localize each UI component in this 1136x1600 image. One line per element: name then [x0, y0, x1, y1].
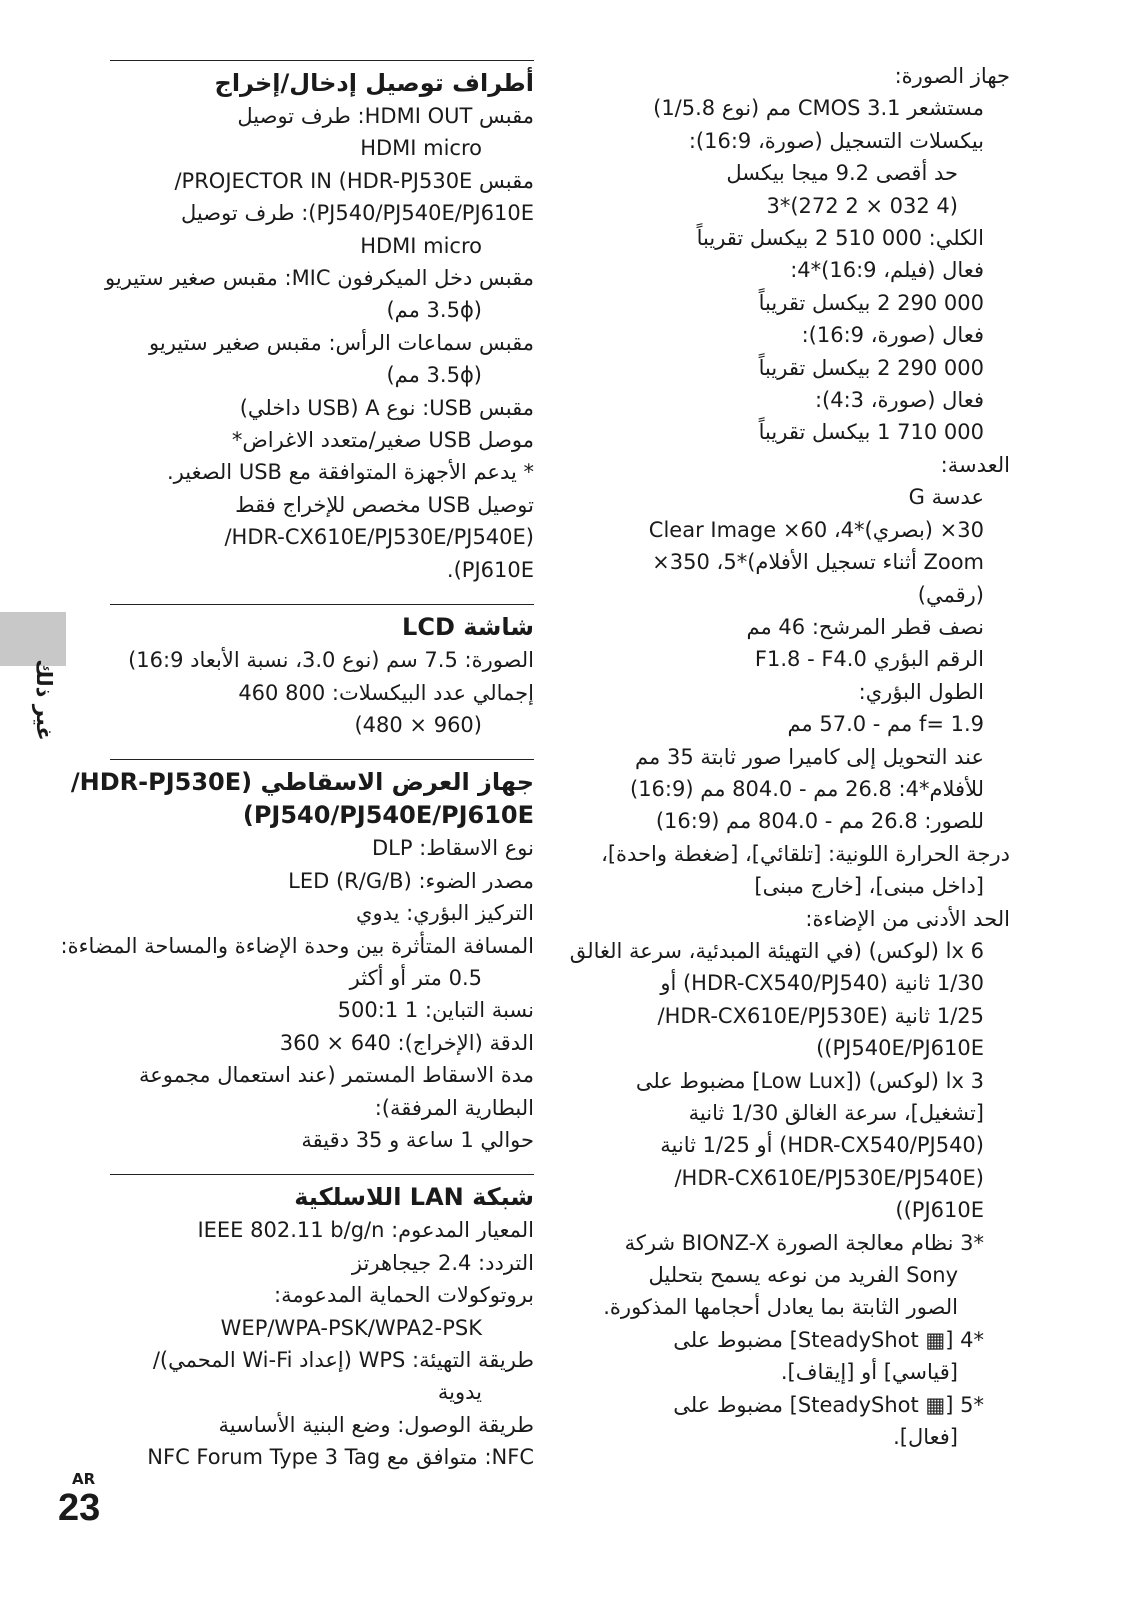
spec-line: مستشعر CMOS 3.1 مم (نوع 1/5.8): [653, 96, 984, 121]
projector-line: التركيز البؤري: يدوي: [356, 901, 534, 926]
projector-line: 0.5 متر أو أكثر: [349, 965, 482, 990]
footnote-5: *5 [▦ SteadyShot] مضبوط على: [673, 1392, 984, 1417]
footnote-5-cont: [فعال].: [893, 1425, 958, 1450]
io-line: مقبس دخل الميكرفون MIC: مقبس صغير ستيريو: [105, 266, 534, 291]
lan-line: المعيار المدعوم: IEEE 802.11 b/g/n: [197, 1218, 534, 1243]
footnote-3-cont: الصور الثابتة بما يعادل أحجامها المذكورة.: [603, 1295, 958, 1320]
lan-line: NFC: متوافق مع NFC Forum Type 3 Tag: [147, 1445, 534, 1470]
lan-section: [110, 1174, 534, 1473]
spec-line: الكلي: 000 510 2 بيكسل تقريباً: [696, 226, 984, 251]
io-heading: أطراف توصيل إدخال/إخراج: [214, 69, 534, 97]
lan-line: WEP/WPA-PSK/WPA2-PSK: [220, 1315, 482, 1340]
spec-line: (HDR-CX610E/PJ530E/PJ540E/: [674, 1165, 984, 1190]
spec-line: فعال (فيلم، 16:9)*4:: [790, 258, 984, 283]
footnote-3-cont: Sony الفريد من نوعه يسمح بتحليل: [648, 1263, 958, 1288]
footnote-4-cont: [قياسي] أو [إيقاف].: [780, 1360, 958, 1385]
spec-line: [داخل مبنى]، [خارج مبنى]: [754, 874, 984, 899]
io-line: (3.5ϕ مم): [386, 298, 482, 323]
io-line: (HDR-CX610E/PJ530E/PJ540E/: [224, 525, 534, 550]
io-line: مقبس PROJECTOR IN (HDR-PJ530E/: [174, 168, 534, 193]
projector-line: نوع الاسقاط: DLP: [371, 836, 534, 861]
spec-line: الطول البؤري:: [858, 679, 984, 704]
lcd-section: [110, 604, 534, 741]
io-line: مقبس USB: نوع A (USB داخلي): [239, 395, 534, 420]
lan-line: طريقة الوصول: وضع البنية الأساسية: [218, 1412, 534, 1437]
right-column: [569, 60, 1010, 1453]
io-footnote: * يدعم الأجهزة المتوافقة مع USB الصغير.: [166, 460, 534, 485]
projector-line: الدقة (الإخراج): 640 × 360: [279, 1030, 534, 1055]
io-line: HDMI micro: [360, 136, 482, 161]
io-line: موصل USB صغير/متعدد الاغراض*: [231, 428, 534, 453]
lcd-line: إجمالي عدد البيكسلات: 800 460: [238, 680, 534, 705]
spec-line: PJ610E)): [895, 1198, 984, 1223]
spec-line: 30× (بصري)*4، 60× Clear Image: [648, 517, 984, 542]
projector-line: مصدر الضوء: LED (R/G/B): [288, 868, 534, 893]
spec-line: فعال (صورة، 16:9):: [801, 323, 984, 348]
footnote-3: *3 نظام معالجة الصورة BIONZ-X شركة: [624, 1230, 984, 1255]
spec-line: f= 1.9 مم - 57.0 مم: [787, 712, 984, 737]
spec-line: فعال (صورة، 4:3):: [814, 388, 984, 413]
spec-line: عند التحويل إلى كاميرا صور ثابتة 35 مم: [635, 744, 984, 769]
lan-heading: شبكة LAN اللاسلكية: [294, 1183, 534, 1212]
spec-line: عدسة G: [908, 485, 984, 510]
spec-line: 1/30 ثانية (HDR-CX540/PJ540) أو: [660, 971, 984, 996]
spec-line: للصور: 26.8 مم - 804.0 مم (16:9): [655, 809, 984, 834]
language-code: AR: [72, 1470, 96, 1488]
footnote-4: *4 [▦ SteadyShot] مضبوط على: [673, 1327, 984, 1352]
spec-line: (رقمي): [917, 582, 984, 607]
page-number: 23: [58, 1487, 101, 1529]
lcd-line: الصورة: 7.5 سم (نوع 3.0، نسبة الأبعاد 16:9): [128, 648, 534, 673]
spec-line: الحد الأدنى من الإضاءة:: [805, 906, 1010, 931]
io-line: HDMI micro: [360, 233, 482, 258]
io-line: مقبس سماعات الرأس: مقبس صغير ستيريو: [149, 330, 534, 355]
projector-line: المسافة المتأثرة بين وحدة الإضاءة والمساحة المضاءة:: [60, 933, 534, 958]
lan-line: طريقة التهيئة: WPS (إعداد Wi-Fi المحمي)/: [152, 1348, 534, 1372]
spec-line: للأفلام*4: 26.8 مم - 804.0 مم (16:9): [629, 776, 984, 801]
spec-line: العدسة:: [940, 452, 1010, 477]
lan-line: التردد: 2.4 جيجاهرتز: [351, 1250, 534, 1275]
io-line: مقبس HDMI OUT: طرف توصيل: [237, 104, 534, 128]
spec-line: بيكسلات التسجيل (صورة، 16:9):: [688, 128, 984, 153]
io-line: (3.5ϕ مم): [386, 363, 482, 388]
projector-line: نسبة التباين: 1 500:1: [337, 998, 534, 1023]
section-tab-marker: [0, 612, 66, 666]
spec-line: جهاز الصورة:: [894, 64, 1010, 88]
io-line: PJ610E).: [446, 557, 534, 582]
spec-line: حد أقصى 9.2 ميجا بيكسل: [726, 161, 958, 186]
spec-line: نصف قطر المرشح: 46 مم: [746, 614, 984, 639]
section-tab-label: غير ذلك: [32, 659, 56, 741]
projector-line: حوالي 1 ساعة و 35 دقيقة: [301, 1127, 534, 1152]
projector-heading-2: PJ540/PJ540E/PJ610E): [242, 801, 534, 830]
io-section: [105, 60, 534, 586]
spec-line: (4 032 × 2 272)*3: [766, 193, 958, 218]
spec-line: 6 lx (لوكس) (في التهيئة المبدئية، سرعة الغالق: [569, 938, 984, 963]
spec-line: درجة الحرارة اللونية: [تلقائي]، [ضغطة واحدة]،: [601, 841, 1010, 866]
spec-line: 000 290 2 بيكسل تقريباً: [758, 355, 984, 380]
projector-line: مدة الاسقاط المستمر (عند استعمال مجموعة: [138, 1063, 534, 1088]
spec-line: 1/25 ثانية (HDR-CX610E/PJ530E/: [657, 1003, 984, 1028]
lan-line: بروتوكولات الحماية المدعومة:: [274, 1283, 534, 1308]
spec-line: 000 290 2 بيكسل تقريباً: [758, 290, 984, 315]
spec-line: PJ540E/PJ610E)): [816, 1036, 984, 1061]
io-line: توصيل USB مخصص للإخراج فقط: [235, 492, 534, 517]
projector-line: البطارية المرفقة):: [374, 1095, 534, 1120]
spec-line: (HDR-CX540/PJ540) أو 1/25 ثانية: [660, 1133, 984, 1158]
lcd-line: (960 × 480): [354, 712, 482, 737]
lcd-heading: شاشة LCD: [402, 613, 534, 642]
spec-line: Zoom أثناء تسجيل الأفلام)*5، 350×: [652, 550, 984, 575]
projector-heading: جهاز العرض الاسقاطي (HDR-PJ530E/: [70, 768, 534, 797]
spec-line: الرقم البؤري F1.8 - F4.0: [754, 647, 984, 672]
io-line: PJ540/PJ540E/PJ610E): طرف توصيل: [181, 201, 534, 226]
spec-line: [تشغيل]، سرعة الغالق 1/30 ثانية: [688, 1101, 984, 1125]
spec-line: 3 lx (لوكس) ([Low Lux] مضبوط على: [635, 1068, 984, 1093]
spec-line: 000 710 1 بيكسل تقريباً: [758, 420, 984, 445]
projector-section: [60, 759, 534, 1156]
lan-line: يدوية: [437, 1380, 482, 1405]
